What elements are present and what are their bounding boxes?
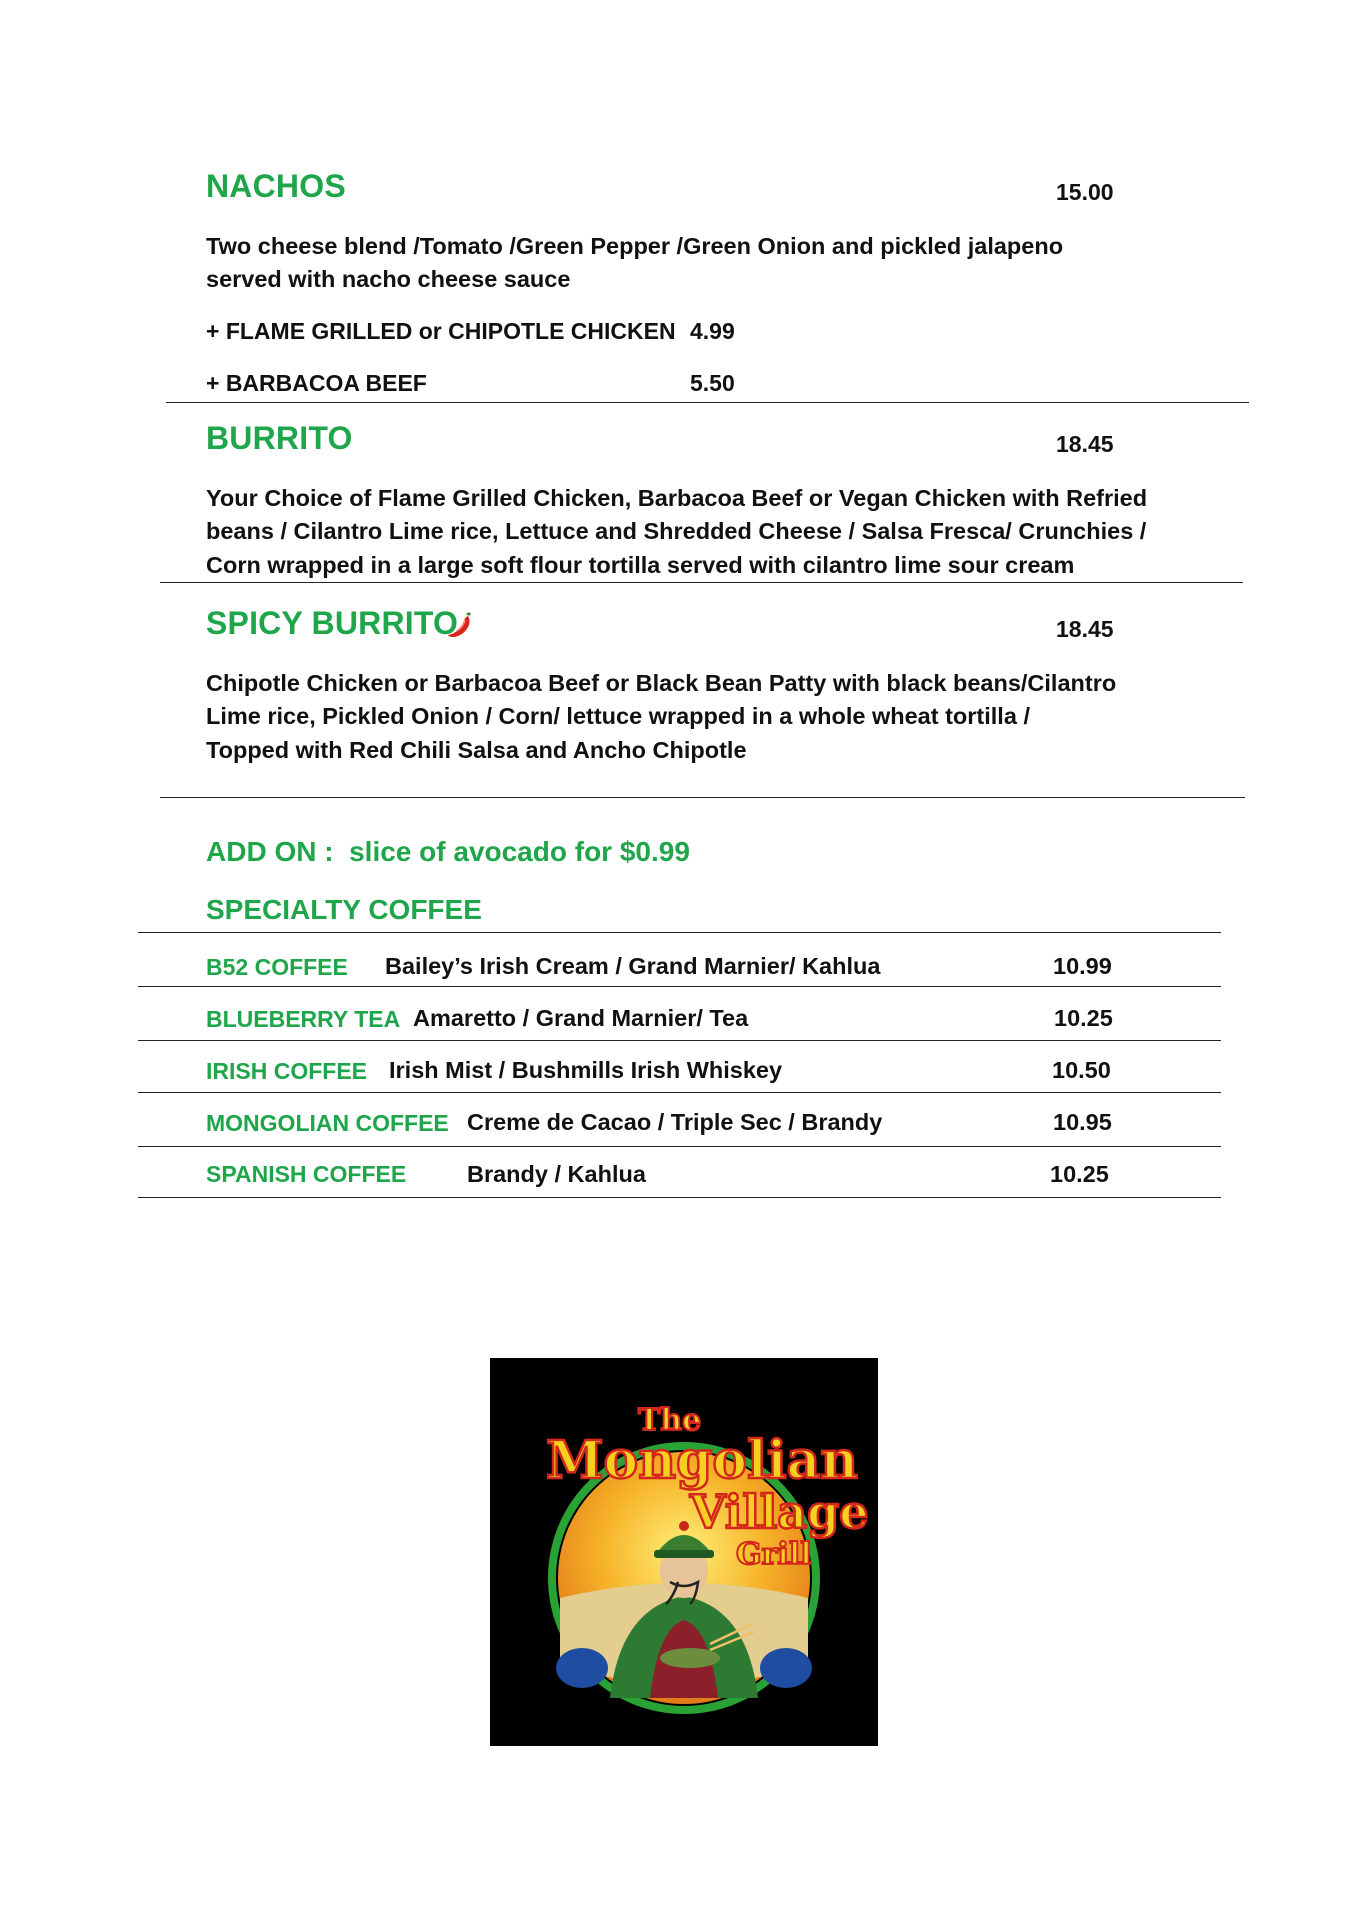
spicy-burrito-title: SPICY BURRITO — [206, 605, 459, 641]
coffee-desc-blueberry-tea: Amaretto / Grand Marnier/ Tea — [413, 1005, 749, 1031]
restaurant-logo — [490, 1358, 878, 1746]
coffee-name-irish: IRISH COFFEE — [206, 1058, 368, 1084]
svg-text:Mongolian: Mongolian — [546, 1430, 859, 1491]
nachos-price: 15.00 — [1056, 179, 1114, 205]
coffee-desc-irish: Irish Mist / Bushmills Irish Whiskey — [389, 1057, 783, 1083]
coffee-desc-b52: Bailey’s Irish Cream / Grand Marnier/ Kahlua — [385, 953, 881, 979]
burrito-title: BURRITO — [206, 420, 353, 456]
svg-text:Grill: Grill — [736, 1537, 812, 1572]
coffee-name-b52: B52 COFFEE — [206, 954, 348, 980]
logo-artwork — [490, 1358, 878, 1746]
coffee-price-blueberry-tea: 10.25 — [1054, 1005, 1113, 1031]
addon-label-beef: + BARBACOA BEEF — [206, 370, 427, 396]
burrito-desc-line3: Corn wrapped in a large soft flour tortilla served with cilantro lime sour cream — [206, 552, 1075, 578]
addon-label-chicken: + FLAME GRILLED or CHIPOTLE CHICKEN — [206, 318, 676, 344]
spicy-burrito-desc-line2: Lime rice, Pickled Onion / Corn/ lettuce wrapped in a whole wheat tortilla / — [206, 703, 1030, 729]
nachos-title: NACHOS — [206, 168, 346, 204]
burrito-price: 18.45 — [1056, 431, 1114, 457]
addon-price-beef: 5.50 — [690, 370, 735, 396]
divider — [138, 932, 1221, 933]
spicy-burrito-price: 18.45 — [1056, 616, 1114, 642]
coffee-name-mongolian: MONGOLIAN COFFEE — [206, 1110, 449, 1136]
nachos-desc-line1: Two cheese blend /Tomato /Green Pepper /Green Onion and pickled jalapeno — [206, 233, 1064, 259]
add-on-note: ADD ON : slice of avocado for $0.99 — [206, 836, 690, 867]
coffee-price-irish: 10.50 — [1052, 1057, 1111, 1083]
coffee-name-blueberry-tea: BLUEBERRY TEA — [206, 1006, 401, 1032]
coffee-desc-mongolian: Creme de Cacao / Triple Sec / Brandy — [467, 1109, 883, 1135]
coffee-name-spanish: SPANISH COFFEE — [206, 1161, 407, 1187]
divider — [138, 1092, 1221, 1093]
divider — [138, 1146, 1221, 1147]
spicy-burrito-desc-line1: Chipotle Chicken or Barbacoa Beef or Black Bean Patty with black beans/Cilantro — [206, 670, 1117, 696]
divider — [166, 402, 1249, 403]
burrito-desc-line1: Your Choice of Flame Grilled Chicken, Barbacoa Beef or Vegan Chicken with Refried — [206, 485, 1148, 511]
divider — [138, 1040, 1221, 1041]
coffee-desc-spanish: Brandy / Kahlua — [467, 1161, 646, 1187]
divider — [160, 582, 1243, 583]
coffee-price-mongolian: 10.95 — [1053, 1109, 1112, 1135]
coffee-price-spanish: 10.25 — [1050, 1161, 1109, 1187]
spicy-burrito-desc-line3: Topped with Red Chili Salsa and Ancho Chipotle — [206, 737, 747, 763]
svg-text:Village: Village — [690, 1485, 869, 1539]
divider — [138, 1197, 1221, 1198]
divider — [160, 797, 1245, 798]
nachos-desc-line2: served with nacho cheese sauce — [206, 266, 571, 292]
coffee-price-b52: 10.99 — [1053, 953, 1112, 979]
burrito-desc-line2: beans / Cilantro Lime rice, Lettuce and Shredded Cheese / Salsa Fresca/ Crunchies / — [206, 518, 1147, 544]
addon-price-chicken: 4.99 — [690, 318, 735, 344]
chili-pepper-icon — [446, 610, 474, 640]
svg-text:The: The — [638, 1403, 702, 1438]
specialty-coffee-title: SPECIALTY COFFEE — [206, 894, 482, 925]
divider — [138, 986, 1221, 987]
